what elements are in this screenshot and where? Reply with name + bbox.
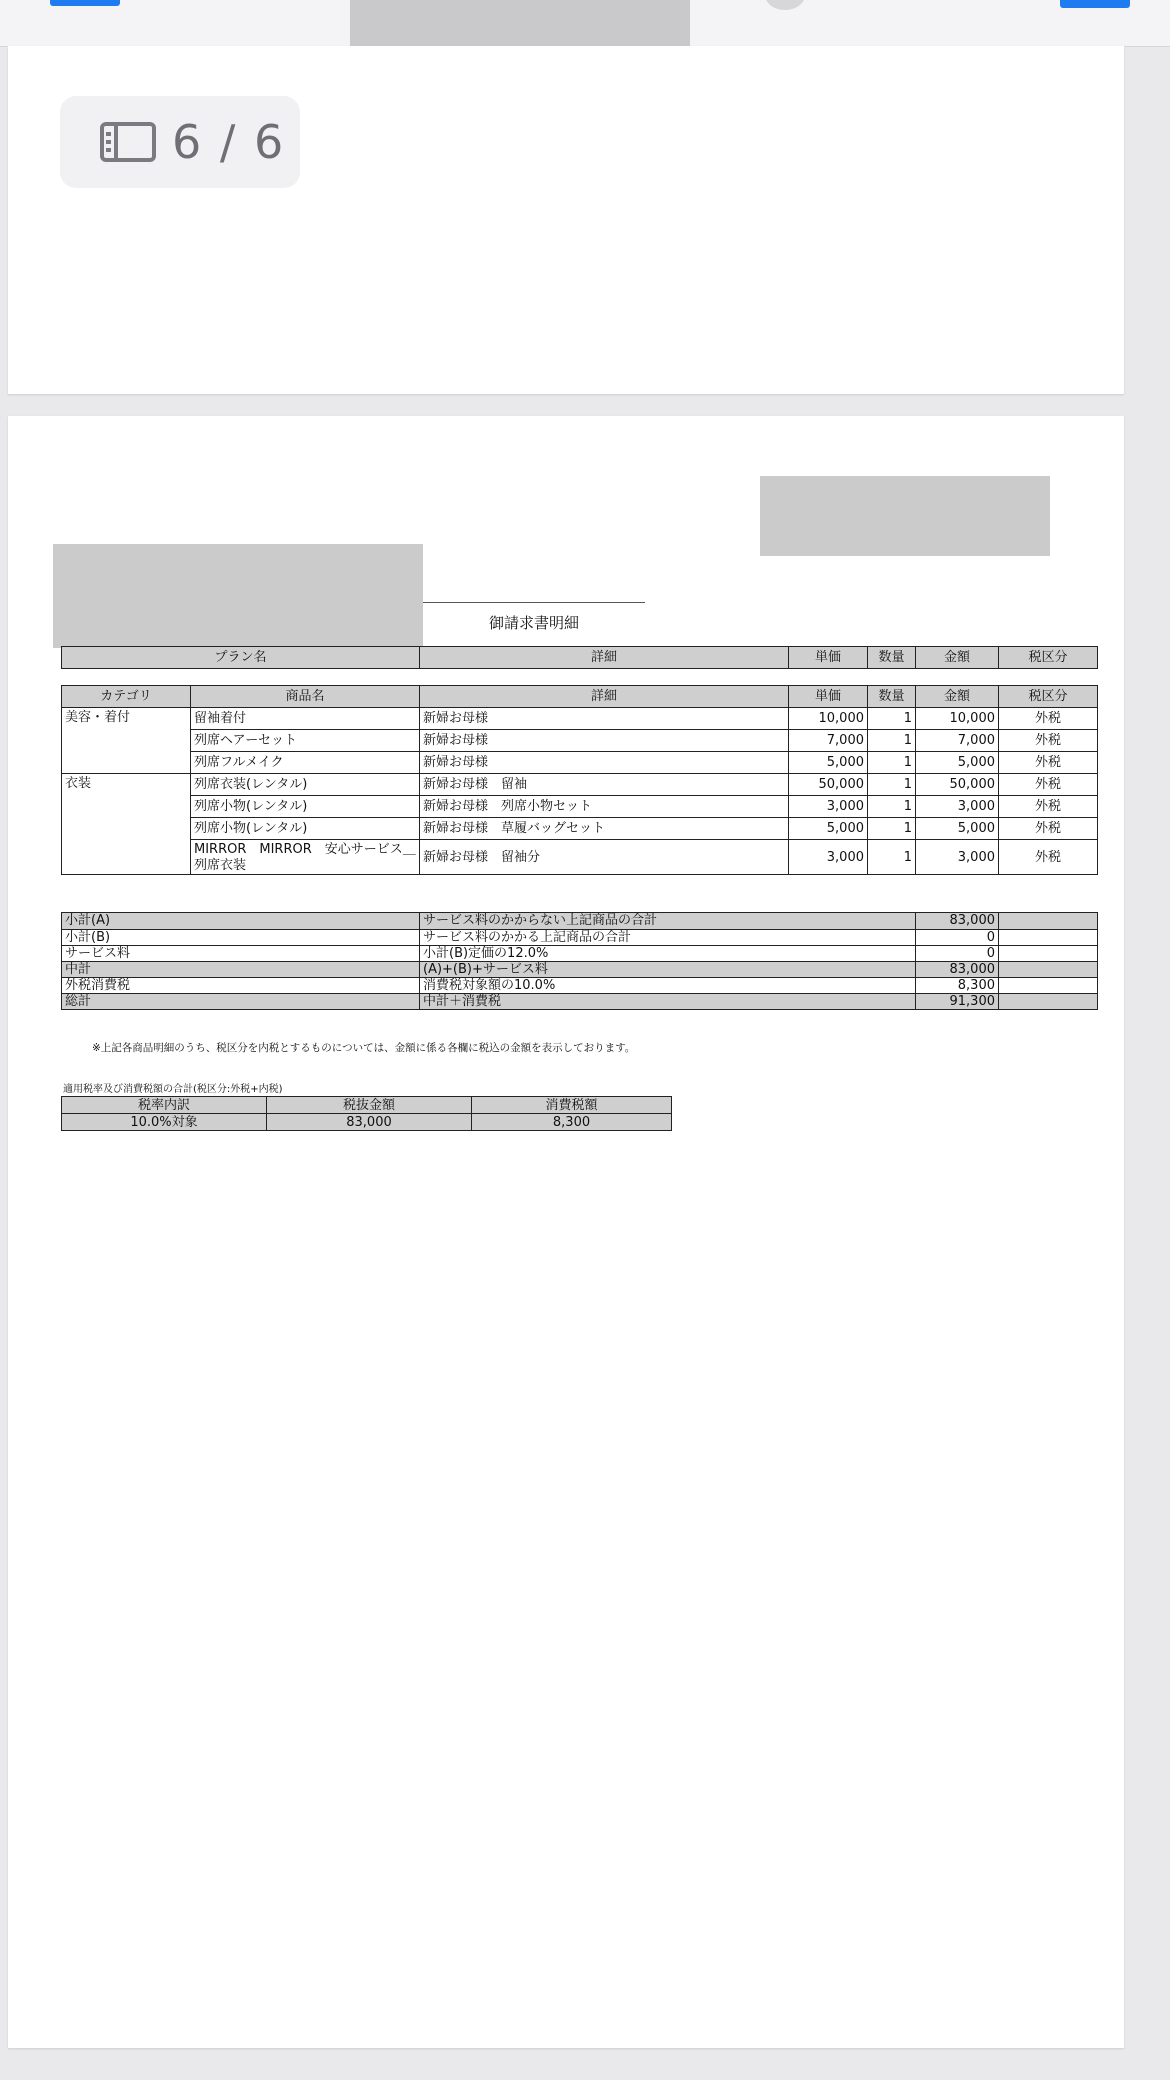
qty-cell: 1 [868,730,916,752]
title-rule [423,602,645,603]
amount-cell: 3,000 [916,840,999,875]
product-cell: MIRROR MIRROR 安心サービス＿列席衣装 [191,840,420,875]
summary-label: 総計 [62,994,420,1010]
redacted-block-right [760,476,1050,556]
tax-rate-cell: 10.0%対象 [62,1114,267,1131]
category-cell: 衣装 [62,774,191,875]
header-detail: 詳細 [420,647,789,669]
table-row [62,774,1098,796]
amount-cell: 3,000 [916,796,999,818]
summary-desc: 消費税対象額の10.0% [420,978,916,994]
back-button-fragment[interactable] [50,0,120,6]
detail-cell: 新婦お母様 [420,730,789,752]
redacted-block-left [53,544,423,648]
table-row [62,796,1098,818]
detail-cell: 新婦お母様 列席小物セット [420,796,789,818]
summary-amount: 83,000 [916,913,999,930]
qty-cell: 1 [868,774,916,796]
detail-cell: 新婦お母様 留袖分 [420,840,789,875]
pdf-page-invoice [8,416,1124,2048]
product-cell: 列席フルメイク [191,752,420,774]
header-plan: プラン名 [62,647,420,669]
qty-cell: 1 [868,840,916,875]
tax-amount-cell: 8,300 [472,1114,672,1131]
amount-cell: 50,000 [916,774,999,796]
unit-price-cell: 3,000 [789,840,868,875]
amount-cell: 7,000 [916,730,999,752]
product-cell: 列席小物(レンタル) [191,818,420,840]
tax-cell: 外税 [999,774,1098,796]
table-row [62,730,1098,752]
header-tax: 税区分 [999,686,1098,708]
summary-row [62,994,1098,1010]
summary-desc: 中計＋消費税 [420,994,916,1010]
product-cell: 列席小物(レンタル) [191,796,420,818]
amount-cell: 10,000 [916,708,999,730]
tax-note: ※上記各商品明細のうち、税区分を内税とするものについては、金額に係る各欄に税込の金額を表示しております。 [92,1042,636,1054]
header-tax: 税区分 [999,647,1098,669]
amount-cell: 5,000 [916,752,999,774]
summary-empty [999,994,1098,1010]
summary-table [61,912,1098,1010]
header-amount: 金額 [916,647,999,669]
summary-label: 外税消費税 [62,978,420,994]
summary-empty [999,913,1098,930]
qty-cell: 1 [868,818,916,840]
page-indicator[interactable] [60,96,300,188]
summary-desc: (A)+(B)+サービス料 [420,962,916,978]
summary-empty [999,978,1098,994]
summary-amount: 8,300 [916,978,999,994]
tax-summary-table [61,1096,672,1131]
summary-row [62,913,1098,930]
header-product: 商品名 [191,686,420,708]
toolbar-circle-button[interactable] [765,0,805,10]
table-row [62,840,1098,875]
done-button-fragment[interactable] [1060,0,1130,8]
summary-amount: 0 [916,930,999,946]
product-cell: 留袖着付 [191,708,420,730]
product-cell: 列席衣装(レンタル) [191,774,420,796]
header-qty: 数量 [868,686,916,708]
summary-label: 小計(A) [62,913,420,930]
header-tax-amount: 消費税額 [472,1097,672,1114]
tax-cell: 外税 [999,752,1098,774]
redacted-title [350,0,690,46]
tax-cell: 外税 [999,796,1098,818]
detail-cell: 新婦お母様 留袖 [420,774,789,796]
page-count: 6 / 6 [172,115,286,169]
summary-desc: サービス料のかかる上記商品の合計 [420,930,916,946]
summary-label: 小計(B) [62,930,420,946]
product-cell: 列席ヘアーセット [191,730,420,752]
tax-summary-caption: 適用税率及び消費税額の合計(税区分:外税+内税) [63,1084,283,1095]
items-table [61,685,1098,875]
amount-cell: 5,000 [916,818,999,840]
summary-label: 中計 [62,962,420,978]
qty-cell: 1 [868,752,916,774]
summary-desc: 小計(B)定価の12.0% [420,946,916,962]
unit-price-cell: 5,000 [789,818,868,840]
plan-table [61,646,1098,669]
detail-cell: 新婦お母様 草履バッグセット [420,818,789,840]
top-toolbar [0,0,1170,47]
header-tax-base: 税抜金額 [267,1097,472,1114]
tax-cell: 外税 [999,708,1098,730]
header-unit-price: 単価 [789,647,868,669]
tax-summary-row [62,1114,672,1131]
table-row [62,708,1098,730]
unit-price-cell: 50,000 [789,774,868,796]
header-unit-price: 単価 [789,686,868,708]
unit-price-cell: 10,000 [789,708,868,730]
summary-empty [999,962,1098,978]
document-title: 御請求書明細 [488,614,579,632]
pdf-page-previous [8,46,1124,394]
header-qty: 数量 [868,647,916,669]
header-tax-rate: 税率内訳 [62,1097,267,1114]
detail-cell: 新婦お母様 [420,708,789,730]
unit-price-cell: 7,000 [789,730,868,752]
qty-cell: 1 [868,796,916,818]
category-cell: 美容・着付 [62,708,191,774]
unit-price-cell: 5,000 [789,752,868,774]
summary-amount: 91,300 [916,994,999,1010]
summary-amount: 83,000 [916,962,999,978]
header-category: カテゴリ [62,686,191,708]
summary-empty [999,930,1098,946]
header-detail: 詳細 [420,686,789,708]
detail-cell: 新婦お母様 [420,752,789,774]
unit-price-cell: 3,000 [789,796,868,818]
qty-cell: 1 [868,708,916,730]
sidebar-icon [100,122,156,162]
tax-cell: 外税 [999,840,1098,875]
summary-row [62,978,1098,994]
tax-base-cell: 83,000 [267,1114,472,1131]
tax-cell: 外税 [999,730,1098,752]
summary-label: サービス料 [62,946,420,962]
summary-empty [999,946,1098,962]
summary-desc: サービス料のかからない上記商品の合計 [420,913,916,930]
summary-row [62,946,1098,962]
table-row [62,818,1098,840]
tax-cell: 外税 [999,818,1098,840]
summary-row [62,962,1098,978]
summary-amount: 0 [916,946,999,962]
header-amount: 金額 [916,686,999,708]
summary-row [62,930,1098,946]
table-row [62,752,1098,774]
